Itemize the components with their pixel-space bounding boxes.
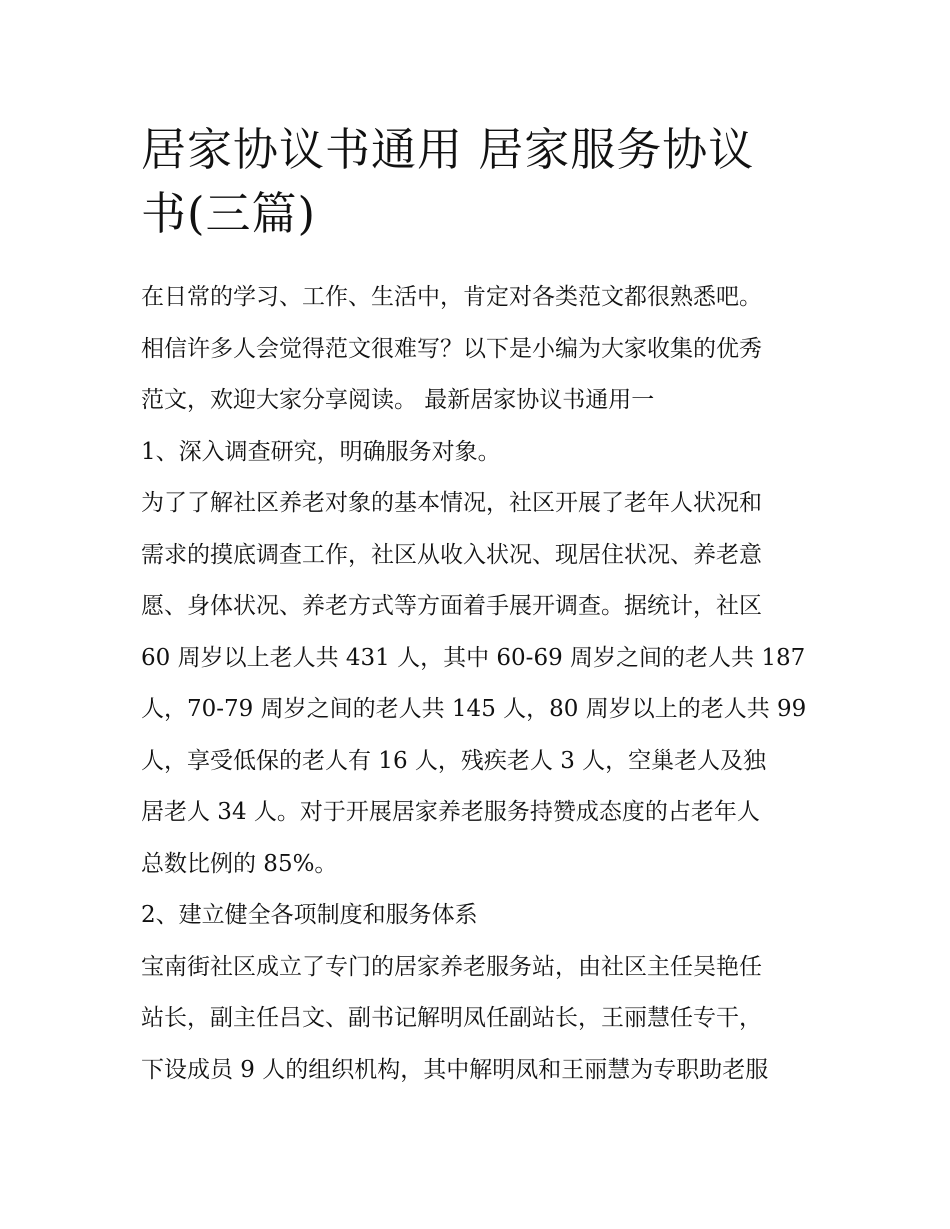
text-line: 60 周岁以上老人共 431 人，其中 60-69 周岁之间的老人共 187 [141,644,806,671]
text-line: 宝南街社区成立了专门的居家养老服务站，由社区主任吴艳任 [141,953,762,980]
body-paragraph-survey [141,478,813,890]
text-line: 人，70-79 周岁之间的老人共 145 人，80 周岁以上的老人共 99 [141,696,807,722]
text-line: 站长，副主任吕文、副书记解明凤任副站长，王丽慧任专干， [141,1005,762,1031]
document-body [141,118,813,1096]
title-line: 居家协议书通用 居家服务协议 [141,123,755,176]
text-line: 1、深入调查研究，明确服务对象。 [141,438,501,465]
document-title [141,118,813,246]
title-line: 书(三篇) [141,187,317,240]
text-line: 为了了解社区养老对象的基本情况，社区开展了老年人状况和 [141,490,762,516]
text-line: 2、建立健全各项制度和服务体系 [141,902,478,928]
text-line: 范文，欢迎大家分享阅读。 最新居家协议书通用一 [141,387,655,413]
text-line: 愿、身体状况、养老方式等方面着手展开调查。据统计，社区 [141,593,762,619]
body-paragraph-organization [141,942,813,1097]
text-line: 居老人 34 人。对于开展居家养老服务持赞成态度的占老年人 [141,799,760,825]
section-heading-1 [141,427,813,479]
text-line: 总数比例的 85%。 [141,850,338,877]
text-line: 在日常的学习、工作、生活中，肯定对各类范文都很熟悉吧。 [141,284,762,310]
text-line: 下设成员 9 人的组织机构，其中解明凤和王丽慧为专职助老服 [141,1056,769,1083]
section-heading-2 [141,890,813,942]
text-line: 人，享受低保的老人有 16 人，残疾老人 3 人，空巢老人及独 [141,747,767,774]
intro-paragraph [141,272,813,427]
text-line: 相信许多人会觉得范文很难写？以下是小编为大家收集的优秀 [141,335,762,362]
text-line: 需求的摸底调查工作，社区从收入状况、现居住状况、养老意 [141,541,762,568]
